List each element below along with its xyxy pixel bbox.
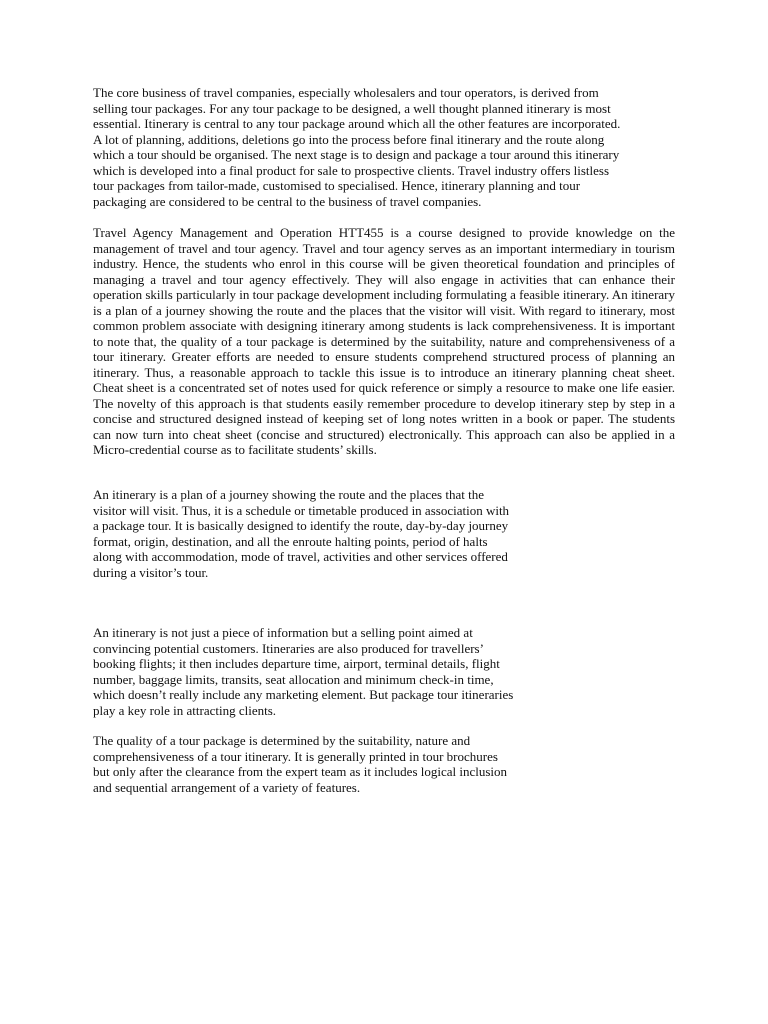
paragraph-course: Travel Agency Management and Operation HTT455 is a course designed to provide knowledge on the management of travel and tour agency. Travel and tour agency serves as an important intermediary in tourism industry. Hence, the students who enrol in this course will be given theoretical foundation and principles of managing a travel and tour agency effectively. They will also engage in activities that can enhance their operation skills particularly in tour package development including formulating a feasible itinerary. An itinerary is a plan of a journey showing the route and the places that the visitor will visit. With regard to itinerary, most common problem associate with designing itinerary among students is lack comprehensiveness. It is important to note that, the quality of a tour package is determined by the suitability, nature and comprehensiveness of a tour itinerary. Greater efforts are needed to ensure students comprehend structured process of planning an itinerary. Thus, a reasonable approach to tackle this issue is to introduce an itinerary planning cheat sheet. Cheat sheet is a concentrated set of notes used for quick reference or simply a resource to make one life easier. The novelty of this approach is that students easily remember procedure to develop itinerary step by step in a concise and structured designed instead of keeping set of long notes written in a book or paper. The students can now turn into cheat sheet (concise and structured) electronically. This approach can also be applied in a Micro-credential course as to facilitate students’ skills. [93, 225, 675, 457]
paragraph-intro: The core business of travel companies, especially wholesalers and tour operators, is derived from selling tour packages. For any tour package to be designed, a well thought planned itinerary is most essential. Itinerary is central to any tour package around which all the other features are incorporated. A lot of planning, additions, deletions go into the process before final itinerary and the route along which a tour should be organised. The next stage is to design and package a tour around this itinerary which is developed into a final product for sale to prospective clients. Travel industry offers listless tour packages from tailor-made, customised to specialised. Hence, itinerary planning and tour packaging are considered to be central to the business of travel companies. [93, 85, 621, 209]
paragraph-selling-point: An itinerary is not just a piece of information but a selling point aimed at convincing potential customers. Itineraries are also produced for travellers’ booking flights; it then includes departure time, airport, terminal details, flight number, baggage limits, transits, seat allocation and minimum check-in time, which doesn’t really include any marketing element. But package tour itineraries play a key role in attracting clients. [93, 625, 514, 718]
paragraph-definition: An itinerary is a plan of a journey showing the route and the places that the visitor will visit. Thus, it is a schedule or timetable produced in association with a package tour. It is basically designed to identify the route, day-by-day journey format, origin, destination, and all the enroute halting points, period of halts along with accommodation, mode of travel, activities and other services offered during a visitor’s tour. [93, 487, 510, 580]
paragraph-quality: The quality of a tour package is determined by the suitability, nature and comprehensiveness of a tour itinerary. It is generally printed in tour brochures but only after the clearance from the expert team as it includes logical inclusion and sequential arrangement of a variety of features. [93, 733, 508, 795]
